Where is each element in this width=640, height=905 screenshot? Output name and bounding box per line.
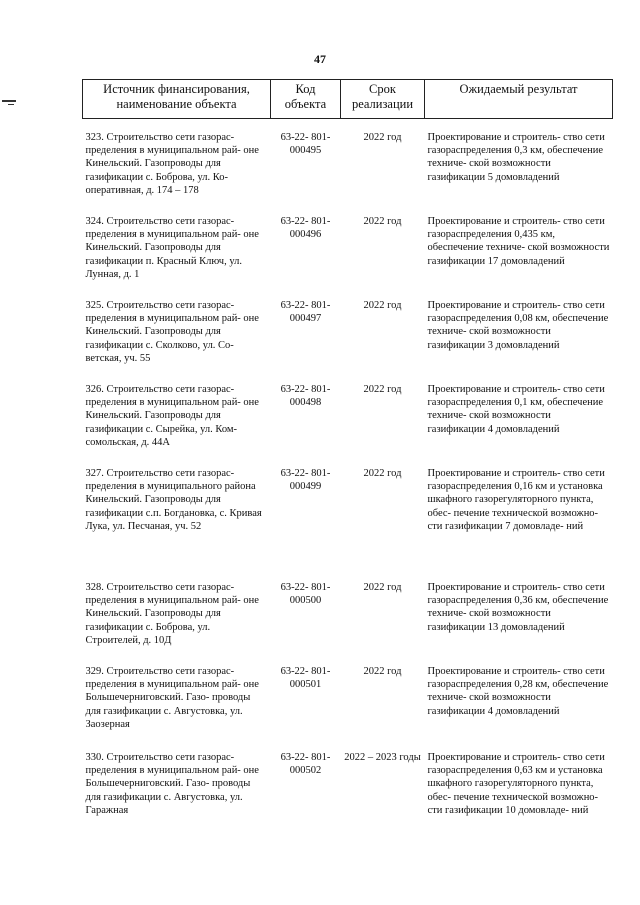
object-term: 2022 год xyxy=(363,666,402,677)
object-result: Проектирование и строитель- ство сети газораспределения 0,435 км, обеспечение техниче- ской возможности газификации 17 домовладений xyxy=(427,216,610,267)
header-source: Источник финансирования, наименование объекта xyxy=(83,80,271,119)
table-row xyxy=(83,665,613,751)
object-name: 328. Строительство сети газорас- пределения в муниципальном рай- оне Кинельский. Газопроводы для газификации с. Боброва, ул. Строителей, д. 10Д xyxy=(85,582,259,646)
scan-mark xyxy=(8,104,14,105)
object-result: Проектирование и строитель- ство сети газораспределения 0,1 км, обеспечение техниче- ской возможности газификации 4 домовладений xyxy=(427,384,605,435)
object-name: 329. Строительство сети газорас- пределения в муниципальном рай- оне Большечерниговский. Газо- проводы для газификации с. Августовка, ул. Заозерная xyxy=(85,666,259,730)
object-code: 63-22- 801- 000496 xyxy=(280,216,331,241)
projects-table xyxy=(82,79,613,861)
object-result: Проектирование и строитель- ство сети газораспределения 0,08 км, обеспечение техниче- ской возможности газификации 3 домовладений xyxy=(427,300,609,351)
object-result: Проектирование и строитель- ство сети газораспределения 0,16 км и установка шкафного газорегуляторного пункта, обес- печение технической возможно- сти газификации 7 домовладе- ний xyxy=(427,468,605,532)
object-term: 2022 год xyxy=(363,582,402,593)
table-row xyxy=(83,215,613,299)
object-name: 327. Строительство сети газорас- пределения в муниципального района Кинельский. Газопроводы для газификации с.п. Богдановка, с. Кривая Лука, ул. Песчаная, уч. 52 xyxy=(85,468,262,532)
object-name: 324. Строительство сети газорас- пределения в муниципальном рай- оне Кинельский. Газопроводы для газификации п. Красный Ключ, ул. Лунная, д. 1 xyxy=(85,216,259,280)
table-row xyxy=(83,581,613,665)
object-code: 63-22- 801- 000499 xyxy=(280,468,331,493)
object-result: Проектирование и строитель- ство сети газораспределения 0,3 км, обеспечение техниче- ской возможности газификации 5 домовладений xyxy=(427,132,605,183)
object-term: 2022 год xyxy=(363,384,402,395)
object-name: 326. Строительство сети газорас- пределения в муниципальном рай- оне Кинельский. Газопроводы для газификации с. Сырейка, ул. Ком- сомольская, д. 44А xyxy=(85,384,259,448)
page-number: 47 xyxy=(314,52,326,66)
header-result: Ожидаемый результат xyxy=(425,80,613,119)
object-term: 2022 год xyxy=(363,132,402,143)
object-name: 323. Строительство сети газорас- пределения в муниципальном рай- оне Кинельский. Газопроводы для газификации с. Боброва, ул. Ко- оперативная, д. 174 – 178 xyxy=(85,132,259,196)
object-name: 325. Строительство сети газорас- пределения в муниципальном рай- оне Кинельский. Газопроводы для газификации с. Сколково, ул. Со- ветская, уч. 55 xyxy=(85,300,259,364)
object-term: 2022 – 2023 годы xyxy=(344,752,421,763)
object-result: Проектирование и строитель- ство сети газораспределения 0,63 км и установка шкафного газорегуляторного пункта, обес- печение технической возможно- сти газификации 10 домовладе- ний xyxy=(427,752,605,816)
object-code: 63-22- 801- 000501 xyxy=(280,666,331,691)
object-term: 2022 год xyxy=(363,216,402,227)
object-result: Проектирование и строитель- ство сети газораспределения 0,36 км, обеспечение техниче- ской возможности газификации 13 домовладений xyxy=(427,582,609,633)
object-name: 330. Строительство сети газорас- пределения в муниципальном рай- оне Большечерниговский. Газо- проводы для газификации с. Августовка, ул. Гаражная xyxy=(85,752,259,816)
table-row xyxy=(83,467,613,581)
table-row xyxy=(83,383,613,467)
header-code: Код объекта xyxy=(271,80,341,119)
object-term: 2022 год xyxy=(363,468,402,479)
object-code: 63-22- 801- 000498 xyxy=(280,384,331,409)
object-term: 2022 год xyxy=(363,300,402,311)
table-row xyxy=(83,131,613,215)
scan-mark xyxy=(2,100,16,102)
header-term: Срок реализации xyxy=(341,80,425,119)
table-header-row xyxy=(83,80,613,119)
object-result: Проектирование и строитель- ство сети газораспределения 0,28 км, обеспечение техниче- ской возможности газификации 4 домовладений xyxy=(427,666,609,717)
object-code: 63-22- 801- 000500 xyxy=(280,582,331,607)
table-row xyxy=(83,751,613,861)
object-code: 63-22- 801- 000497 xyxy=(280,300,331,325)
table-row xyxy=(83,299,613,383)
object-code: 63-22- 801- 000502 xyxy=(280,752,331,777)
object-code: 63-22- 801- 000495 xyxy=(280,132,331,157)
